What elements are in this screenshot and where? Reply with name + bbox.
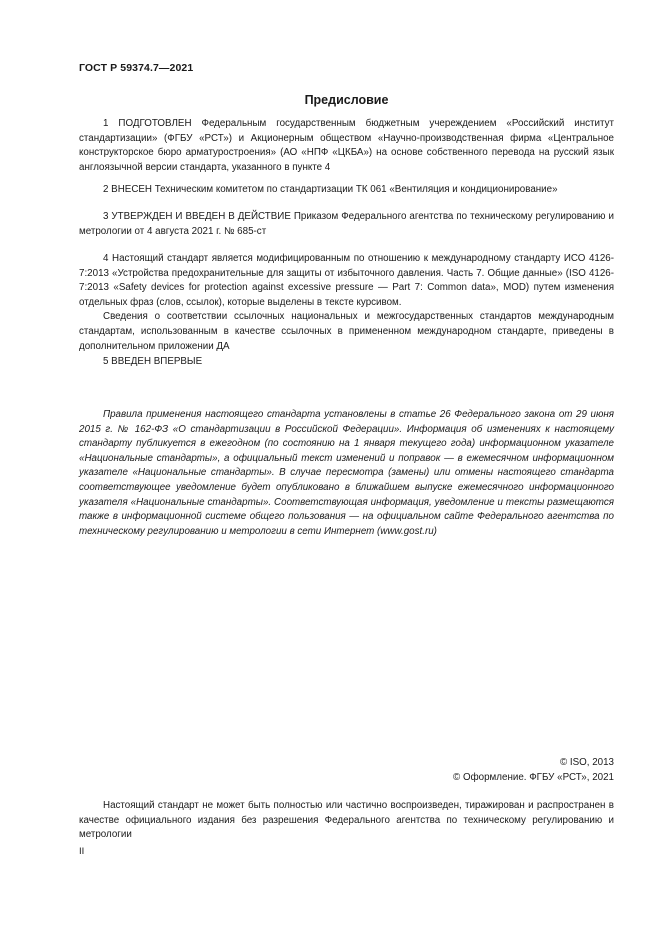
section-1-text: 1 ПОДГОТОВЛЕН Федеральным государственным бюджетным учереждением «Российский институт стандартизации» (ФГБУ «РСТ») и Акционерным обществом «Научно-производственная фирма «Центральное конструкторское бюро арматуростроения» (АО «НПФ «ЦКБА») на основе собственного перевода на русский язык англоязычной версии стандарта, указанного в пункте 4 [79, 118, 614, 173]
notice-text: Правила применения настоящего стандарта установлены в статье 26 Федерального закона от 29 июня 2015 г. № 162-ФЗ «О стандартизации в Российской Федерации». Информация об изменениях к настоящему стандарту публикуется в ежегодном (по состоянию на 1 января текущего года) информационном указателе «Национальные стандарты», а официальный текст изменений и поправок — в ежемесячном информационном указателе «Национальные стандарты». В случае пересмотра (замены) или отмены настоящего стандарта соответствующее уведомление будет опубликовано в ближайшем выпуске ежемесячного информационного указателя «Национальные стандарты». Соответствующая информация, уведомление и тексты размещаются также в информационной системе общего пользования — на официальном сайте Федерального агентства по техническому регулированию и метрологии в сети Интернет (www.gost.ru) [79, 409, 614, 537]
section-3-text: 3 УТВЕРЖДЕН И ВВЕДЕН В ДЕЙСТВИЕ Приказом Федерального агентства по техническому регулированию и метрологии от 4 августа 2021 г. № 685-ст [79, 211, 614, 237]
copyright-iso: © ISO, 2013 [559, 757, 614, 768]
copyright-rst: © Оформление. ФГБУ «РСТ», 2021 [453, 772, 614, 783]
section-1 [79, 117, 614, 175]
document-page [79, 0, 614, 935]
copyright-block [453, 755, 614, 785]
section-2 [79, 183, 614, 198]
section-2-text: 2 ВНЕСЕН Техническим комитетом по стандартизации ТК 061 «Вентиляция и кондиционирование» [103, 184, 558, 195]
section-4 [79, 252, 614, 354]
page-number: II [79, 846, 85, 857]
reproduction-notice-text: Настоящий стандарт не может быть полностью или частично воспроизведен, тиражирован и распространен в качестве официального издания без разрешения Федерального агентства по техническому регулированию и метрологии [79, 800, 614, 841]
section-3 [79, 210, 614, 239]
section-5-text: 5 ВВЕДЕН ВПЕРВЫЕ [103, 356, 203, 367]
page-title: Предисловие [304, 93, 389, 107]
reproduction-notice [79, 799, 614, 843]
document-code-header: ГОСТ Р 59374.7—2021 [79, 62, 194, 74]
section-4-text: 4 Настоящий стандарт является модифицированным по отношению к международному стандарту ИСО 4126-7:2013 «Устройства предохранительные для защиты от избыточного давления. Часть 7. Общие данные» (ISO 4126-7:2013 «Safety devices for protection against excessive pressure — Part 7: Common data», MOD) путем изменения отдельных фраз (слов, ссылок), которые выделены в тексте курсивом. [79, 253, 614, 308]
section-4-references-text: Сведения о соответствии ссылочных национальных и межгосударственных стандартов международным стандартам, использованным в качестве ссылочных в примененном международном стандарте, приведены в дополнительном приложении ДА [79, 311, 614, 352]
application-rules-notice [79, 408, 614, 539]
section-5 [79, 355, 614, 370]
